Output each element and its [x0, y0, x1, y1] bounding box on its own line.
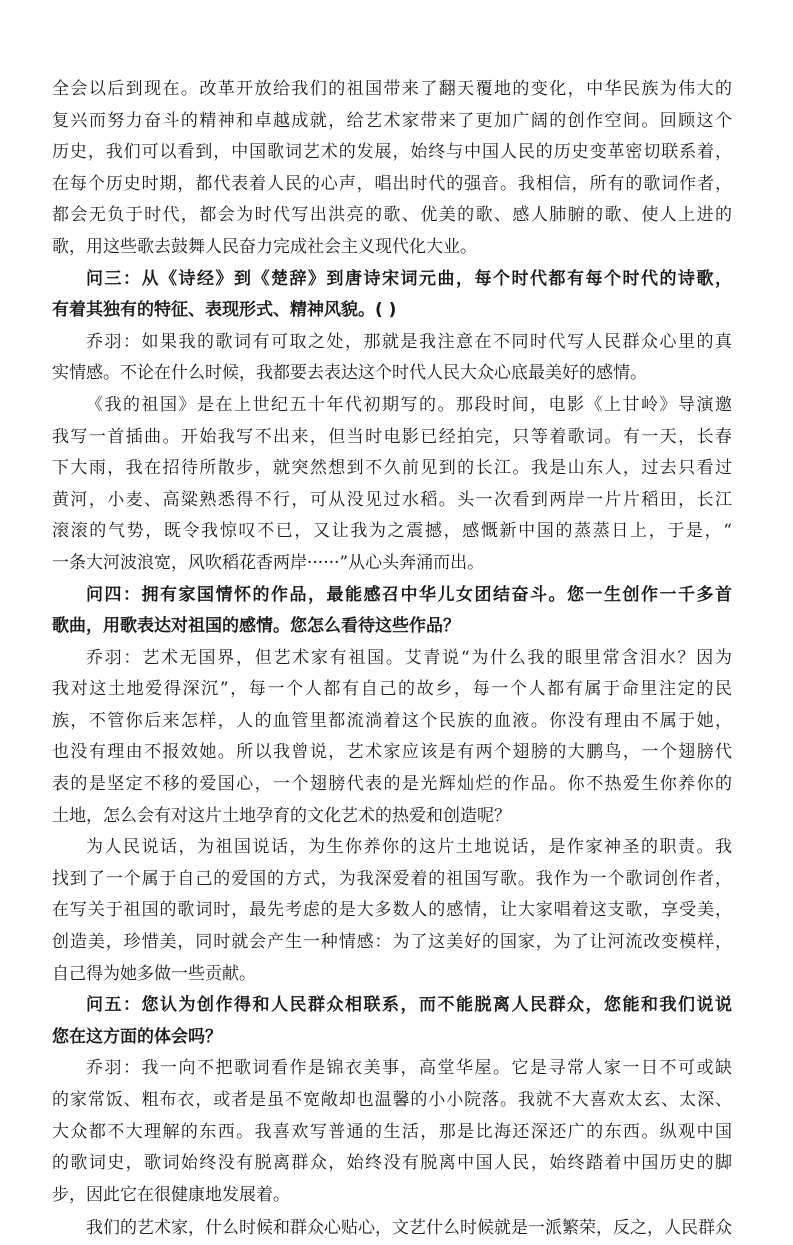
- text-line: 滚滚的气势，既令我惊叹不已，又让我为之震撼，感慨新中国的蒸蒸日上，于是，“: [52, 521, 732, 542]
- answer-5: [52, 1053, 732, 1211]
- text-line: 在写关于祖国的歌词时，最先考虑的是大多数人的感情，让大家唱着这支歌，享受美，: [52, 900, 732, 921]
- document-page: [52, 74, 732, 1245]
- question-5: [52, 990, 732, 1053]
- text-line: 歌，用这些歌去鼓舞人民奋力完成社会主义现代化大业。: [52, 236, 477, 257]
- question-text: 您认为创作得和人民群众相联系，而不能脱离人民群众，您能和我们说说: [141, 995, 732, 1016]
- speaker-label: 乔羽：: [86, 647, 143, 668]
- text-line: 创造美，珍惜美，同时就会产生一种情感：为了这美好的国家，为了让河流改变模样，: [52, 932, 732, 953]
- question-text: 从《诗经》到《楚辞》到唐诗宋词元曲，每个时代都有每个时代的诗歌，: [141, 268, 732, 289]
- text-line: 找到了一个属于自己的爱国的方式，为我深爱着的祖国写歌。我作为一个歌词创作者，: [52, 868, 732, 889]
- speaker-label: 乔羽：: [86, 331, 142, 352]
- text-line: 黄河，小麦、高粱熟悉得不行，可从没见过水稻。头一次看到两岸一片片稻田，长江: [52, 489, 732, 510]
- answer-text: 步，因此它在很健康地发展着。: [52, 1184, 290, 1205]
- paragraph-reform: [52, 74, 732, 264]
- answer-text: 我一向不把歌词看作是锦衣美事，高堂华屋。它是寻常人家一日不可或缺: [141, 1058, 732, 1079]
- question-text: 有着其独有的特征、表现形式、精神风貌。( ): [52, 300, 397, 321]
- text-line: 历史，我们可以看到，中国歌词艺术的发展，始终与中国人民的历史变革密切联系着，: [52, 142, 732, 163]
- question-label: 问四：: [86, 584, 142, 605]
- answer-text: 大众都不大理解的东西。我喜欢写普通的生活，那是比海还深还广的东西。纵观中国: [52, 1121, 732, 1142]
- text-line: 下大雨，我在招待所散步，就突然想到不久前见到的长江。我是山东人，过去只看过: [52, 458, 732, 479]
- question-label: 问五：: [86, 995, 142, 1016]
- answer-text: 我对这土地爱得深沉”，每一个人都有自己的故乡，每一个人都有属于命里注定的民: [52, 679, 732, 700]
- text-line: 《我的祖国》是在上世纪五十年代初期写的。那段时间，电影《上甘岭》导演邀: [86, 394, 732, 415]
- paragraph-speak-for-people: [52, 832, 732, 990]
- answer-4: [52, 643, 732, 833]
- question-text: 您在这方面的体会吗？: [52, 1026, 222, 1047]
- question-text: 拥有家国情怀的作品，最能感召中华儿女团结奋斗。您一生创作一千多首: [141, 584, 732, 605]
- paragraph-my-motherland: [52, 390, 732, 580]
- answer-text: 的歌词史，歌词始终没有脱离群众，始终没有脱离中国人民，始终踏着中国历史的脚: [52, 1153, 732, 1174]
- question-3: [52, 264, 732, 327]
- text-line: 自己得为她多做一些贡献。: [52, 963, 256, 984]
- question-label: 问三：: [86, 268, 142, 289]
- answer-text: 的家常饭、粗布衣，或者是虽不宽敞却也温馨的小小院落。我就不大喜欢太玄、太深、: [52, 1090, 732, 1110]
- text-line: 我写一首插曲。开始我写不出来，但当时电影已经拍完，只等着歌词。有一天，长春: [52, 426, 732, 447]
- question-4: [52, 580, 732, 643]
- text-line: 复兴而努力奋斗的精神和卓越成就，给艺术家带来了更加广阔的创作空间。回顾这个: [52, 110, 732, 131]
- text-line: 一条大河波浪宽，风吹稻花香两岸······”从心头奔涌而出。: [52, 552, 485, 573]
- answer-text: 实情感。不论在什么时候，我都要去表达这个时代人民大众心底最美好的感情。: [52, 363, 647, 384]
- answer-text: 族，不管你后来怎样，人的血管里都流淌着这个民族的血液。你没有理由不属于她，: [52, 710, 732, 731]
- text-line: 我们的艺术家，什么时候和群众心贴心，文艺什么时候就是一派繁荣，反之，人民群众: [86, 1218, 732, 1239]
- answer-text: 也没有理由不报效她。所以我曾说，艺术家应该是有两个翅膀的大鹏鸟，一个翅膀代: [52, 742, 732, 763]
- answer-text: 土地，怎么会有对这片土地孕育的文化艺术的热爱和创造呢？: [52, 805, 511, 826]
- question-text: 歌曲，用歌表达对祖国的感情。您怎么看待这些作品？: [52, 616, 460, 637]
- answer-text: 表的是坚定不移的爱国心，一个翅膀代表的是光辉灿烂的作品。你不热爱生你养你的: [52, 774, 732, 795]
- text-line: 为人民说话，为祖国说话，为生你养你的这片土地说话，是作家神圣的职责。我: [86, 837, 732, 858]
- answer-3: [52, 327, 732, 390]
- text-line: 都会无负于时代，都会为时代写出洪亮的歌、优美的歌、感人肺腑的歌、使人上进的: [52, 205, 732, 226]
- text-line: 全会以后到现在。改革开放给我们的祖国带来了翻天覆地的变化，中华民族为伟大的: [52, 79, 732, 99]
- answer-text: 如果我的歌词有可取之处，那就是我注意在不同时代写人民群众心里的真: [141, 331, 732, 352]
- answer-text: 艺术无国界，但艺术家有祖国。艾青说“为什么我的眼里常含泪水？因为: [142, 647, 732, 668]
- text-line: 在每个历史时期，都代表着人民的心声，唱出时代的强音。我相信，所有的歌词作者，: [52, 173, 732, 194]
- paragraph-artists: [52, 1213, 732, 1245]
- speaker-label: 乔羽：: [86, 1058, 142, 1079]
